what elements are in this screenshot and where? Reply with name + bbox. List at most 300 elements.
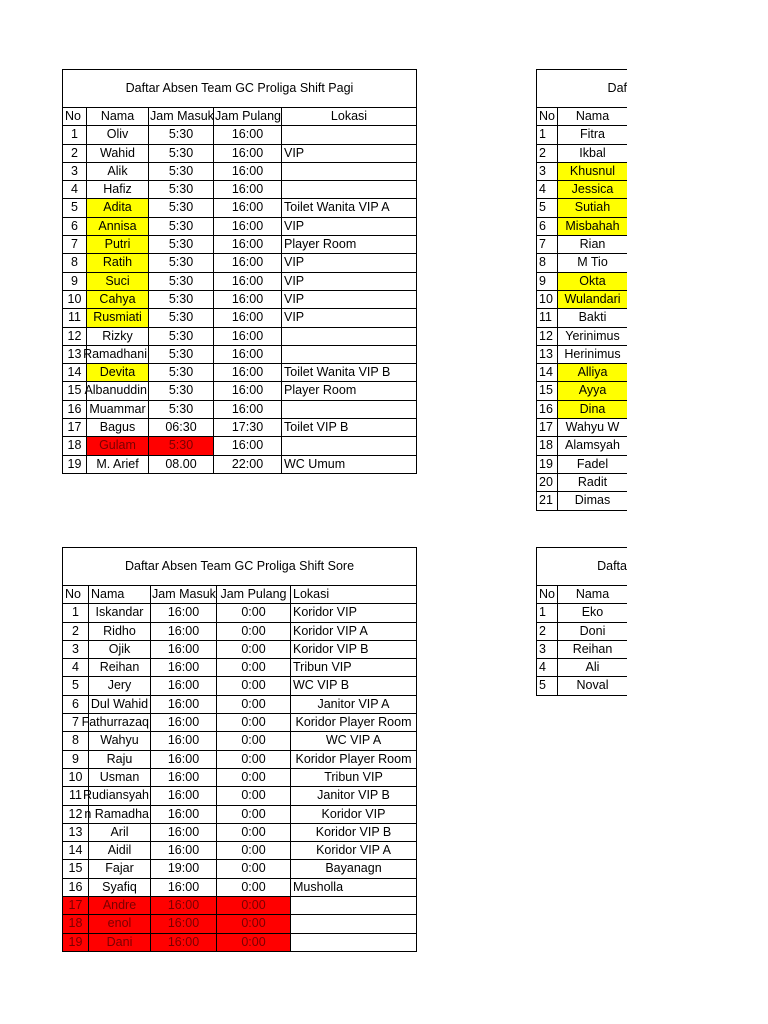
cell-nama: Sutiah: [558, 199, 627, 216]
table-row: [537, 456, 627, 474]
cell-nama: Andre: [89, 897, 151, 914]
cell-jam-pulang: 0:00: [217, 641, 291, 658]
cell-jam-pulang: 0:00: [217, 623, 291, 640]
cell-jam-pulang: 0:00: [217, 696, 291, 713]
cell-nama: Eko: [581, 605, 604, 620]
header-no: No: [537, 586, 558, 603]
table-row: [537, 328, 627, 346]
table-row: [63, 273, 416, 291]
table-row: [537, 364, 627, 382]
cell-jam-masuk: 5:30: [149, 181, 214, 198]
cell-no: 10: [537, 291, 558, 308]
cell-jam-masuk: 5:30: [149, 382, 214, 399]
cell-nama: Ramadhani: [87, 346, 149, 363]
header-no: No: [63, 108, 87, 125]
cell-jam-masuk: 5:30: [149, 437, 214, 454]
cell-lokasi: Janitor VIP A: [317, 696, 390, 711]
cell-jam-pulang: 16:00: [214, 401, 282, 418]
cell-jam-pulang: 16:00: [214, 364, 282, 381]
cell-no: 2: [537, 623, 558, 640]
cell-jam-pulang: 16:00: [214, 437, 282, 454]
cell-no: 16: [63, 879, 89, 896]
header-row: [537, 108, 627, 126]
cell-nama: Ikbal: [579, 145, 606, 160]
table-row: [537, 623, 627, 641]
cell-jam-pulang: 16:00: [214, 328, 282, 345]
cell-nama: Dul Wahid: [89, 696, 151, 713]
cell-jam-pulang: 0:00: [217, 934, 291, 951]
cell-lokasi: VIP: [284, 291, 305, 306]
cell-jam-masuk: 16:00: [151, 751, 217, 768]
cell-jam-masuk: 16:00: [151, 604, 217, 621]
table-row: [63, 328, 416, 346]
cell-no: 7: [63, 714, 89, 731]
cell-no: 9: [537, 273, 558, 290]
table-row: [63, 732, 416, 750]
cell-jam-pulang: 0:00: [217, 769, 291, 786]
cell-lokasi: Player Room: [284, 237, 357, 252]
cell-no: 4: [537, 659, 558, 676]
cell-nama: Iskandar: [89, 604, 151, 621]
cell-jam-masuk: 08.00: [149, 456, 214, 473]
cell-jam-pulang: 0:00: [217, 604, 291, 621]
cell-jam-masuk: 16:00: [151, 787, 217, 804]
cell-no: 3: [537, 163, 558, 180]
cell-nama: Alamsyah: [565, 438, 620, 453]
cell-no: 13: [63, 824, 89, 841]
cell-lokasi: [282, 346, 416, 363]
cell-jam-masuk: 16:00: [151, 659, 217, 676]
cell-no: 11: [63, 309, 87, 326]
cell-jam-masuk: 16:00: [151, 842, 217, 859]
cell-lokasi: Player Room: [284, 383, 357, 398]
cell-no: 16: [537, 401, 558, 418]
cell-nama: Suci: [87, 273, 149, 290]
cell-nama: enol: [89, 915, 151, 932]
cell-jam-pulang: 16:00: [214, 382, 282, 399]
cell-lokasi: VIP: [284, 310, 305, 325]
table-row: [537, 474, 627, 492]
table-row: [63, 623, 416, 641]
cell-nama: Dimas: [574, 493, 611, 508]
cell-nama: Adita: [87, 199, 149, 216]
cell-no: 17: [537, 419, 558, 436]
cell-nama: Alliya: [558, 364, 627, 381]
table-row: [63, 346, 416, 364]
cell-no: 14: [537, 364, 558, 381]
cell-jam-masuk: 16:00: [151, 824, 217, 841]
cell-nama: Ali: [585, 660, 600, 675]
cell-nama: Rusmiati: [87, 309, 149, 326]
cell-no: 4: [537, 181, 558, 198]
cell-nama: Wulandari: [558, 291, 627, 308]
cell-no: 1: [63, 604, 89, 621]
header-jam-masuk: Jam Masuk: [151, 586, 217, 603]
cell-jam-pulang: 16:00: [214, 236, 282, 253]
cell-nama: Fitra: [580, 127, 605, 142]
cell-no: 17: [63, 897, 89, 914]
cell-jam-masuk: 16:00: [151, 732, 217, 749]
cell-nama: Aril: [89, 824, 151, 841]
cell-no: 7: [537, 236, 558, 253]
cell-lokasi: [291, 897, 416, 914]
table-row: [537, 401, 627, 419]
cell-no: 2: [63, 623, 89, 640]
cell-jam-masuk: 16:00: [151, 641, 217, 658]
cell-jam-masuk: 5:30: [149, 163, 214, 180]
table-row: [537, 659, 627, 677]
cell-jam-pulang: 0:00: [217, 824, 291, 841]
cell-no: 3: [63, 163, 87, 180]
table-row: [537, 163, 627, 181]
cell-lokasi: [282, 126, 416, 143]
cell-lokasi: VIP: [284, 145, 305, 160]
cell-jam-masuk: 16:00: [151, 915, 217, 932]
shift-sore-2-title: Dafta: [537, 548, 627, 586]
cell-nama: Ayya: [558, 382, 627, 399]
cell-jam-masuk: 16:00: [151, 879, 217, 896]
table-row: [63, 897, 416, 915]
cell-lokasi: [282, 328, 416, 345]
table-row: [63, 364, 416, 382]
cell-lokasi: Tribun VIP: [293, 660, 352, 675]
shift-pagi-title: Daftar Absen Team GC Proliga Shift Pagi: [63, 70, 416, 108]
cell-no: 6: [537, 218, 558, 235]
cell-lokasi: Bayanagn: [325, 861, 382, 876]
cell-nama: Okta: [558, 273, 627, 290]
cell-nama: Annisa: [87, 218, 149, 235]
table-row: [537, 254, 627, 272]
cell-nama: Hafiz: [87, 181, 149, 198]
table-row: [63, 382, 416, 400]
table-row: [537, 641, 627, 659]
cell-lokasi: Koridor Player Room: [295, 751, 412, 766]
cell-jam-masuk: 16:00: [151, 806, 217, 823]
cell-nama: Rian: [579, 237, 606, 252]
table-row: [537, 382, 627, 400]
cell-nama: Rudiansyah: [89, 787, 151, 804]
cell-jam-masuk: 5:30: [149, 401, 214, 418]
table-row: [537, 126, 627, 144]
cell-lokasi: Koridor VIP A: [293, 623, 368, 638]
cell-no: 16: [63, 401, 87, 418]
cell-nama: Wahyu: [89, 732, 151, 749]
cell-jam-masuk: 16:00: [151, 696, 217, 713]
cell-no: 5: [63, 199, 87, 216]
cell-jam-masuk: 16:00: [151, 623, 217, 640]
header-jam-pulang: Jam Pulang: [217, 586, 291, 603]
cell-no: 4: [63, 659, 89, 676]
cell-nama: Jessica: [558, 181, 627, 198]
cell-nama: Alik: [87, 163, 149, 180]
table-row: [537, 419, 627, 437]
cell-nama: Doni: [579, 623, 606, 638]
shift-pagi-2-title: Daf: [537, 70, 627, 108]
cell-jam-pulang: 16:00: [214, 199, 282, 216]
cell-no: 11: [63, 787, 89, 804]
cell-jam-pulang: 16:00: [214, 291, 282, 308]
cell-no: 20: [537, 474, 558, 491]
cell-jam-masuk: 5:30: [149, 254, 214, 271]
cell-no: 15: [63, 860, 89, 877]
cell-no: 8: [63, 732, 89, 749]
cell-jam-masuk: 16:00: [151, 897, 217, 914]
table-row: [63, 696, 416, 714]
cell-no: 10: [63, 291, 87, 308]
table-row: [63, 236, 416, 254]
cell-lokasi: Musholla: [293, 879, 344, 894]
cell-no: 2: [537, 145, 558, 162]
cell-jam-pulang: 0:00: [217, 677, 291, 694]
table-row: [63, 199, 416, 217]
table-row: [63, 659, 416, 677]
cell-no: 1: [63, 126, 87, 143]
cell-jam-pulang: 0:00: [217, 897, 291, 914]
header-nama: Nama: [575, 587, 610, 601]
cell-no: 6: [63, 218, 87, 235]
cell-jam-pulang: 0:00: [217, 732, 291, 749]
cell-lokasi: [282, 437, 416, 454]
cell-nama: Syafiq: [89, 879, 151, 896]
cell-no: 13: [537, 346, 558, 363]
cell-nama: Noval: [576, 678, 609, 693]
cell-nama: Misbahah: [558, 218, 627, 235]
table-row: [63, 126, 416, 144]
cell-nama: Rizky: [87, 328, 149, 345]
table-row: [63, 806, 416, 824]
table-row: [537, 218, 627, 236]
cell-nama: Bagus: [87, 419, 149, 436]
cell-jam-masuk: 5:30: [149, 328, 214, 345]
table-row: [537, 437, 627, 455]
cell-jam-pulang: 0:00: [217, 860, 291, 877]
table-row: [63, 456, 416, 474]
cell-lokasi: WC VIP A: [325, 733, 382, 748]
cell-jam-pulang: 16:00: [214, 181, 282, 198]
cell-no: 6: [63, 696, 89, 713]
cell-nama: Dani: [89, 934, 151, 951]
cell-no: 18: [537, 437, 558, 454]
cell-nama: Albanuddin: [87, 382, 149, 399]
cell-no: 14: [63, 842, 89, 859]
cell-nama: Putri: [87, 236, 149, 253]
cell-no: 15: [537, 382, 558, 399]
cell-jam-pulang: 0:00: [217, 787, 291, 804]
cell-lokasi: [282, 163, 416, 180]
shift-sore-2-table: [536, 547, 627, 696]
table-row: [63, 714, 416, 732]
header-jam-masuk: Jam Masuk: [149, 108, 214, 125]
cell-jam-pulang: 0:00: [217, 806, 291, 823]
header-no: No: [537, 108, 558, 125]
cell-jam-masuk: 06:30: [149, 419, 214, 436]
cell-jam-pulang: 16:00: [214, 126, 282, 143]
cell-jam-masuk: 5:30: [149, 309, 214, 326]
cell-nama: Reihan: [572, 641, 613, 656]
cell-jam-pulang: 0:00: [217, 751, 291, 768]
cell-lokasi: WC VIP B: [293, 678, 350, 693]
table-row: [537, 181, 627, 199]
cell-jam-masuk: 5:30: [149, 346, 214, 363]
cell-no: 5: [63, 677, 89, 694]
header-nama: Nama: [575, 109, 610, 123]
header-no: No: [63, 586, 89, 603]
cell-nama: M Tio: [577, 255, 608, 270]
cell-nama: Reihan: [89, 659, 151, 676]
cell-no: 14: [63, 364, 87, 381]
cell-jam-pulang: 22:00: [214, 456, 282, 473]
cell-nama: Dina: [558, 401, 627, 418]
cell-no: 13: [63, 346, 87, 363]
cell-no: 21: [537, 492, 558, 509]
cell-lokasi: WC Umum: [284, 456, 346, 471]
cell-jam-masuk: 5:30: [149, 199, 214, 216]
cell-no: 3: [63, 641, 89, 658]
header-lokasi: Lokasi: [330, 109, 368, 123]
table-row: [63, 641, 416, 659]
table-row: [63, 419, 416, 437]
cell-nama: Oliv: [87, 126, 149, 143]
cell-nama: Fadel: [576, 456, 609, 471]
cell-no: 12: [63, 328, 87, 345]
cell-jam-masuk: 16:00: [151, 714, 217, 731]
cell-jam-masuk: 5:30: [149, 236, 214, 253]
table-row: [537, 309, 627, 327]
table-row: [63, 934, 416, 952]
table-row: [63, 677, 416, 695]
cell-jam-masuk: 5:30: [149, 218, 214, 235]
cell-no: 9: [63, 751, 89, 768]
cell-nama: Yerinimus: [565, 328, 620, 343]
cell-nama: Wahid: [87, 145, 149, 162]
cell-jam-masuk: 5:30: [149, 291, 214, 308]
cell-jam-pulang: 0:00: [217, 915, 291, 932]
table-row: [63, 769, 416, 787]
cell-no: 12: [537, 328, 558, 345]
cell-jam-pulang: 0:00: [217, 659, 291, 676]
header-nama: Nama: [87, 108, 149, 125]
cell-nama: Ojik: [89, 641, 151, 658]
cell-lokasi: Koridor Player Room: [295, 715, 412, 730]
cell-lokasi: [282, 181, 416, 198]
table-row: [63, 218, 416, 236]
shift-pagi-table: [62, 69, 417, 474]
cell-nama: Herinimus: [564, 346, 621, 361]
cell-jam-masuk: 5:30: [149, 145, 214, 162]
table-row: [63, 254, 416, 272]
table-row: [537, 604, 627, 622]
cell-nama: Ridho: [89, 623, 151, 640]
table-row: [537, 677, 627, 695]
cell-jam-pulang: 17:30: [214, 419, 282, 436]
table-row: [63, 401, 416, 419]
cell-jam-pulang: 16:00: [214, 145, 282, 162]
cell-lokasi: Tribun VIP: [324, 769, 383, 784]
header-jam-pulang: Jam Pulang: [214, 108, 282, 125]
cell-lokasi: Koridor VIP B: [315, 824, 392, 839]
cell-jam-masuk: 19:00: [151, 860, 217, 877]
table-row: [63, 145, 416, 163]
cell-jam-masuk: 5:30: [149, 126, 214, 143]
cell-jam-masuk: 16:00: [151, 677, 217, 694]
cell-no: 18: [63, 437, 87, 454]
cell-lokasi: Toilet Wanita VIP A: [284, 200, 390, 215]
cell-no: 19: [537, 456, 558, 473]
cell-jam-pulang: 16:00: [214, 163, 282, 180]
cell-nama: Ratih: [87, 254, 149, 271]
cell-lokasi: Koridor VIP A: [316, 843, 391, 858]
table-row: [63, 860, 416, 878]
cell-nama: M. Arief: [87, 456, 149, 473]
cell-no: 19: [63, 456, 87, 473]
table-row: [537, 236, 627, 254]
cell-nama: Gulam: [87, 437, 149, 454]
header-row: [63, 586, 416, 604]
cell-jam-pulang: 16:00: [214, 273, 282, 290]
table-row: [537, 492, 627, 510]
cell-no: 11: [537, 309, 558, 326]
cell-nama: Fajar: [89, 860, 151, 877]
table-row: [63, 879, 416, 897]
cell-nama: Aidil: [89, 842, 151, 859]
cell-nama: Wahyu W: [565, 420, 620, 435]
cell-no: 12: [63, 806, 89, 823]
table-row: [63, 604, 416, 622]
cell-lokasi: Koridor VIP: [321, 806, 386, 821]
cell-no: 1: [537, 126, 558, 143]
table-row: [537, 346, 627, 364]
table-row: [63, 915, 416, 933]
table-row: [63, 291, 416, 309]
cell-nama: Raju: [89, 751, 151, 768]
cell-lokasi: Toilet VIP B: [284, 420, 349, 435]
table-row: [537, 199, 627, 217]
header-nama: Nama: [89, 586, 151, 603]
cell-lokasi: VIP: [284, 273, 305, 288]
table-row: [537, 291, 627, 309]
cell-no: 10: [63, 769, 89, 786]
cell-no: 5: [537, 677, 558, 694]
cell-lokasi: [291, 934, 416, 951]
cell-nama: Devita: [87, 364, 149, 381]
shift-sore-title: Daftar Absen Team GC Proliga Shift Sore: [63, 548, 416, 586]
cell-nama: Muammar: [87, 401, 149, 418]
cell-jam-pulang: 16:00: [214, 346, 282, 363]
cell-lokasi: Toilet Wanita VIP B: [284, 365, 391, 380]
table-row: [537, 145, 627, 163]
table-row: [63, 181, 416, 199]
shift-pagi-2-table: [536, 69, 627, 511]
cell-jam-masuk: 16:00: [151, 769, 217, 786]
cell-no: 19: [63, 934, 89, 951]
cell-lokasi: VIP: [284, 255, 305, 270]
cell-no: 5: [537, 199, 558, 216]
table-row: [63, 842, 416, 860]
cell-jam-masuk: 16:00: [151, 934, 217, 951]
cell-nama: Usman: [89, 769, 151, 786]
cell-jam-pulang: 16:00: [214, 254, 282, 271]
cell-jam-pulang: 16:00: [214, 309, 282, 326]
cell-jam-masuk: 5:30: [149, 364, 214, 381]
table-row: [63, 824, 416, 842]
cell-nama: Radit: [577, 474, 608, 489]
cell-no: 7: [63, 236, 87, 253]
cell-nama: Cahya: [87, 291, 149, 308]
cell-no: 1: [537, 604, 558, 621]
table-row: [63, 437, 416, 455]
header-row: [537, 586, 627, 604]
header-row: [63, 108, 416, 126]
